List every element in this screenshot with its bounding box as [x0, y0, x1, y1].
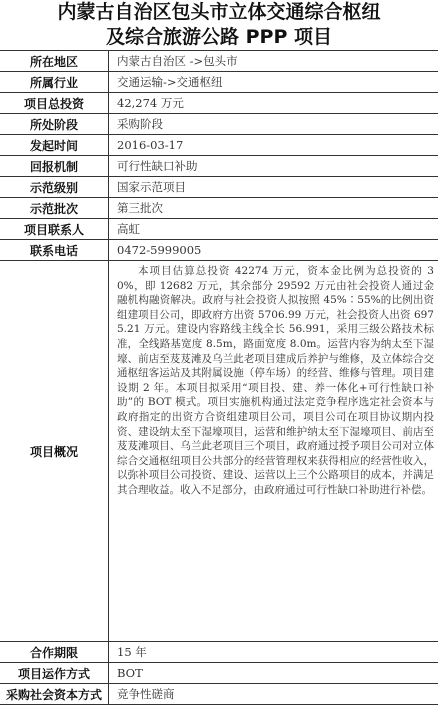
title-line-1: 内蒙古自治区包头市立体交通综合枢纽	[57, 1, 381, 23]
table-row-investment	[0, 93, 438, 114]
table-row-start-date	[0, 135, 438, 156]
row-value: 竞争性磋商	[117, 687, 175, 701]
table-row-demo-level	[0, 177, 438, 198]
row-label: 示范批次	[0, 198, 109, 218]
row-value: 可行性缺口补助	[117, 159, 198, 173]
row-value: 15 年	[117, 645, 147, 659]
table-row-demo-batch	[0, 198, 438, 219]
title-line-2: 及综合旅游公路 PPP 项目	[105, 26, 332, 48]
row-label: 发起时间	[0, 135, 109, 155]
row-value: 2016-03-17	[117, 138, 184, 152]
row-label: 项目概况	[0, 261, 109, 641]
row-label: 回报机制	[0, 156, 109, 176]
row-value: 交通运输->交通枢纽	[117, 75, 223, 89]
table-row-region	[0, 51, 438, 72]
row-label: 示范级别	[0, 177, 109, 197]
row-label: 项目联系人	[0, 219, 109, 239]
row-value: 内蒙古自治区 ->包头市	[117, 54, 238, 68]
row-label: 联系电话	[0, 240, 109, 260]
table-row-operation-mode	[0, 663, 438, 684]
project-info-table	[0, 50, 438, 705]
document-title	[0, 0, 438, 50]
table-row-term	[0, 642, 438, 663]
row-label: 项目运作方式	[0, 663, 109, 683]
overview-text: 本项目估算总投资 42274 万元，资本金比例为总投资的 30%，即 12682 万元，其余部分 29592 万元由社会投资人通过金融机构融资解决。政府与社会投资人拟按照 45%∶55%的比例出资组建项目公司，即政府方出资 5706.99 万元，社会投资人出资 6975.21 万元。建设内容路线主线全长 56.991，采用三级公路技术标准，全线路基宽度 8.5m，路面宽度 8.0m。运营内容为纳太至下湿壕、前店至芨芨滩及乌兰此老项目建成后养护与维修，及立体综合交通枢纽客运站及其附属设施（停车场）的经营、维修与管理。项目建设期 2 年。本项目拟采用“项目投、建、养一体化+可行性缺口补助”的 BOT 模式。项目实施机构通过法定竞争程序选定社会资本与政府指定的出资方合资组建项目公司，项目公司在项目协议期内投资、建设纳太至下湿壕项目，运营和维护纳太至下湿壕项目、前店至芨芨滩项目、乌兰此老项目三个项目，政府通过授予项目公司对立体综合交通枢纽项目公共部分的经营管理权来获得相应的经营性收入，以弥补项目公司投资、建设、运营以上三个公路项目的成本，并满足其合理收益。收入不足部分，由政府通过可行性缺口补助进行补偿。	[117, 265, 434, 496]
row-label: 项目总投资	[0, 93, 109, 113]
table-row-industry	[0, 72, 438, 93]
row-value: 高虹	[117, 222, 140, 236]
table-row-overview	[0, 261, 438, 642]
row-value: 第三批次	[117, 201, 163, 215]
row-value: BOT	[117, 666, 143, 680]
row-value: 42,274 万元	[117, 96, 184, 110]
table-row-contact-person	[0, 219, 438, 240]
row-value: 采购阶段	[117, 117, 163, 131]
row-label: 所属行业	[0, 72, 109, 92]
row-value: 0472-5999005	[117, 243, 202, 257]
row-label: 所处阶段	[0, 114, 109, 134]
row-value: 国家示范项目	[117, 180, 186, 194]
table-row-procurement-method	[0, 684, 438, 705]
table-row-contact-phone	[0, 240, 438, 261]
table-row-stage	[0, 114, 438, 135]
table-row-return-mechanism	[0, 156, 438, 177]
row-label: 合作期限	[0, 642, 109, 662]
row-label: 所在地区	[0, 51, 109, 71]
row-label: 采购社会资本方式	[0, 684, 109, 704]
